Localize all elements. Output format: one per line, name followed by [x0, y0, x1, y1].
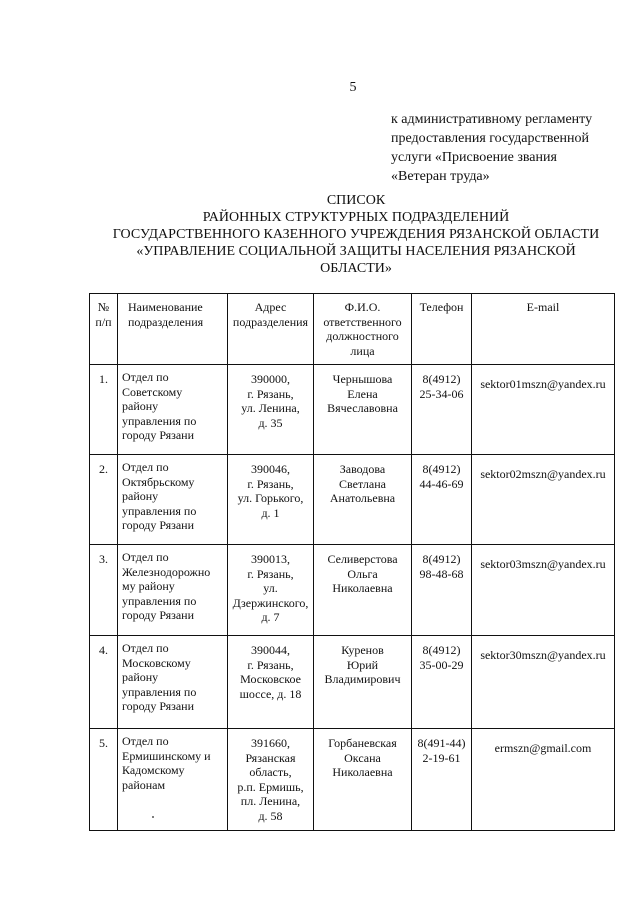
phone-line: 8(491-44): [417, 736, 466, 750]
header-line: E-mail: [526, 300, 560, 314]
person-line: Заводова: [339, 462, 386, 476]
scan-speck: [152, 816, 154, 818]
phone-line: 8(4912): [422, 372, 461, 386]
address-line: Дзержинского,: [232, 595, 309, 610]
person-line: Анатольевна: [329, 491, 396, 505]
address-line: шоссе, д. 18: [239, 686, 302, 701]
person-line: Куренов: [341, 643, 384, 657]
row-address: [228, 545, 314, 636]
header-address: [228, 294, 314, 365]
name-line: городу Рязани: [122, 518, 195, 532]
units-table: [89, 293, 615, 831]
document-title: [80, 192, 632, 277]
name-line: му району: [122, 579, 175, 593]
address-line: ул. Ленина,: [241, 401, 300, 415]
row-email: sektor02mszn@yandex.ru: [472, 455, 615, 545]
address-line: г. Рязань,: [247, 657, 294, 672]
address-line: пл. Ленина,: [240, 794, 301, 808]
name-line: управления по: [122, 503, 197, 518]
row-address: [228, 365, 314, 455]
row-address: [228, 636, 314, 729]
row-name: [118, 545, 228, 636]
person-line: Николаевна: [332, 581, 393, 595]
header-line: Наименование: [128, 300, 203, 314]
address-line: г. Рязань,: [247, 386, 294, 401]
name-line: Железнодорожно: [122, 564, 211, 579]
header-line: подразделения: [232, 314, 309, 329]
header-line: лица: [350, 343, 375, 358]
address-line: 390044,: [251, 643, 290, 657]
name-line: городу Рязани: [122, 699, 195, 713]
row-email: sektor01mszn@yandex.ru: [472, 365, 615, 455]
name-line: Отдел по: [122, 460, 169, 474]
phone-line: 98-48-68: [419, 566, 464, 581]
title-line: РАЙОННЫХ СТРУКТУРНЫХ ПОДРАЗДЕЛЕНИЙ: [202, 210, 510, 225]
address-line: д. 1: [261, 505, 280, 520]
row-phone: [412, 455, 472, 545]
row-email: sektor30mszn@yandex.ru: [472, 636, 615, 729]
address-line: д. 58: [258, 808, 283, 823]
table-row: [90, 455, 615, 545]
row-num: 1.: [90, 365, 118, 455]
table-row: [90, 365, 615, 455]
address-line: область,: [249, 765, 292, 779]
row-name: [118, 455, 228, 545]
header-line: п/п: [95, 314, 112, 329]
row-person: [314, 545, 412, 636]
row-email: ermszn@gmail.com: [472, 729, 615, 831]
address-line: 390046,: [251, 462, 290, 476]
appendix-line: к административному регламенту: [391, 112, 593, 127]
address-line: г. Рязань,: [247, 476, 294, 491]
person-line: Николаевна: [332, 765, 393, 779]
name-line: Октябрьскому: [122, 474, 195, 489]
table-header-row: [90, 294, 615, 365]
name-line: управления по: [122, 413, 197, 428]
row-person: [314, 636, 412, 729]
row-name: [118, 636, 228, 729]
row-person: [314, 455, 412, 545]
phone-line: 8(4912): [422, 552, 461, 566]
person-line: Вячеславовна: [327, 401, 398, 415]
person-line: Юрий: [346, 657, 379, 672]
person-line: Чернышова: [332, 372, 393, 386]
name-line: району: [122, 670, 159, 684]
row-phone: [412, 545, 472, 636]
name-line: управления по: [122, 684, 197, 699]
row-phone: [412, 636, 472, 729]
row-num: 5.: [90, 729, 118, 831]
address-line: д. 35: [258, 415, 283, 430]
header-line: №: [97, 300, 110, 314]
row-phone: [412, 365, 472, 455]
table-row: [90, 729, 615, 831]
name-line: Отдел по: [122, 370, 169, 384]
page-number: 5: [349, 80, 357, 95]
phone-line: 44-46-69: [419, 476, 464, 491]
name-line: Советскому: [122, 384, 183, 399]
name-line: району: [122, 489, 159, 503]
address-line: р.п. Ермишь,: [237, 779, 304, 794]
address-line: Рязанская: [245, 750, 296, 765]
address-line: ул.: [263, 581, 278, 595]
row-num: 3.: [90, 545, 118, 636]
row-address: [228, 729, 314, 831]
header-line: должностного: [326, 329, 399, 343]
person-line: Селиверстова: [327, 552, 398, 566]
person-line: Горбаневская: [328, 736, 397, 750]
title-line: ОБЛАСТИ»: [320, 261, 392, 276]
person-line: Елена: [347, 386, 378, 401]
name-line: Московскому: [122, 655, 191, 670]
name-line: Отдел по: [122, 734, 169, 748]
person-line: Светлана: [339, 476, 386, 491]
name-line: Кадомскому: [122, 763, 185, 777]
title-line: ГОСУДАРСТВЕННОГО КАЗЕННОГО УЧРЕЖДЕНИЯ РЯЗАНСКОЙ ОБЛАСТИ: [112, 227, 600, 242]
header-email: [472, 294, 615, 365]
appendix-line: предоставления государственной: [391, 131, 590, 146]
header-num: [90, 294, 118, 365]
header-line: ответственного: [323, 314, 402, 329]
header-person: [314, 294, 412, 365]
person-line: Владимирович: [324, 672, 401, 686]
header-name: [118, 294, 228, 365]
name-line: району: [122, 399, 159, 413]
phone-line: 25-34-06: [419, 386, 464, 401]
row-num: 4.: [90, 636, 118, 729]
phone-line: 8(4912): [422, 462, 461, 476]
address-line: 391660,: [251, 736, 290, 750]
person-line: Оксана: [344, 750, 381, 765]
header-line: Телефон: [419, 300, 464, 314]
name-line: районам: [122, 777, 166, 792]
table-row: [90, 545, 615, 636]
row-person: [314, 729, 412, 831]
address-line: 390000,: [251, 372, 290, 386]
header-phone: [412, 294, 472, 365]
name-line: Отдел по: [122, 641, 169, 655]
phone-line: 2-19-61: [422, 750, 461, 765]
name-line: городу Рязани: [122, 608, 195, 622]
appendix-note: [391, 110, 631, 186]
person-line: Ольга: [347, 566, 378, 581]
header-line: Адрес: [254, 300, 287, 314]
row-name: [118, 365, 228, 455]
phone-line: 35-00-29: [419, 657, 464, 672]
header-line: Ф.И.О.: [344, 300, 381, 314]
row-email: sektor03mszn@yandex.ru: [472, 545, 615, 636]
name-line: управления по: [122, 593, 197, 608]
row-person: [314, 365, 412, 455]
address-line: д. 7: [261, 610, 280, 624]
row-address: [228, 455, 314, 545]
title-line: «УПРАВЛЕНИЕ СОЦИАЛЬНОЙ ЗАЩИТЫ НАСЕЛЕНИЯ РЯЗАНСКОЙ: [136, 244, 576, 259]
header-line: подразделения: [128, 314, 204, 329]
table-row: [90, 636, 615, 729]
row-phone: [412, 729, 472, 831]
address-line: г. Рязань,: [247, 566, 294, 581]
address-line: ул. Горького,: [237, 491, 304, 505]
row-num: 2.: [90, 455, 118, 545]
appendix-line: услуги «Присвоение звания: [391, 150, 557, 165]
row-name: [118, 729, 228, 831]
name-line: Отдел по: [122, 550, 169, 564]
address-line: Московское: [240, 672, 301, 686]
name-line: Ермишинскому и: [122, 748, 211, 763]
address-line: 390013,: [251, 552, 290, 566]
name-line: городу Рязани: [122, 428, 195, 442]
title-line: СПИСОК: [326, 193, 386, 208]
appendix-line: «Ветеран труда»: [391, 169, 490, 184]
phone-line: 8(4912): [422, 643, 461, 657]
